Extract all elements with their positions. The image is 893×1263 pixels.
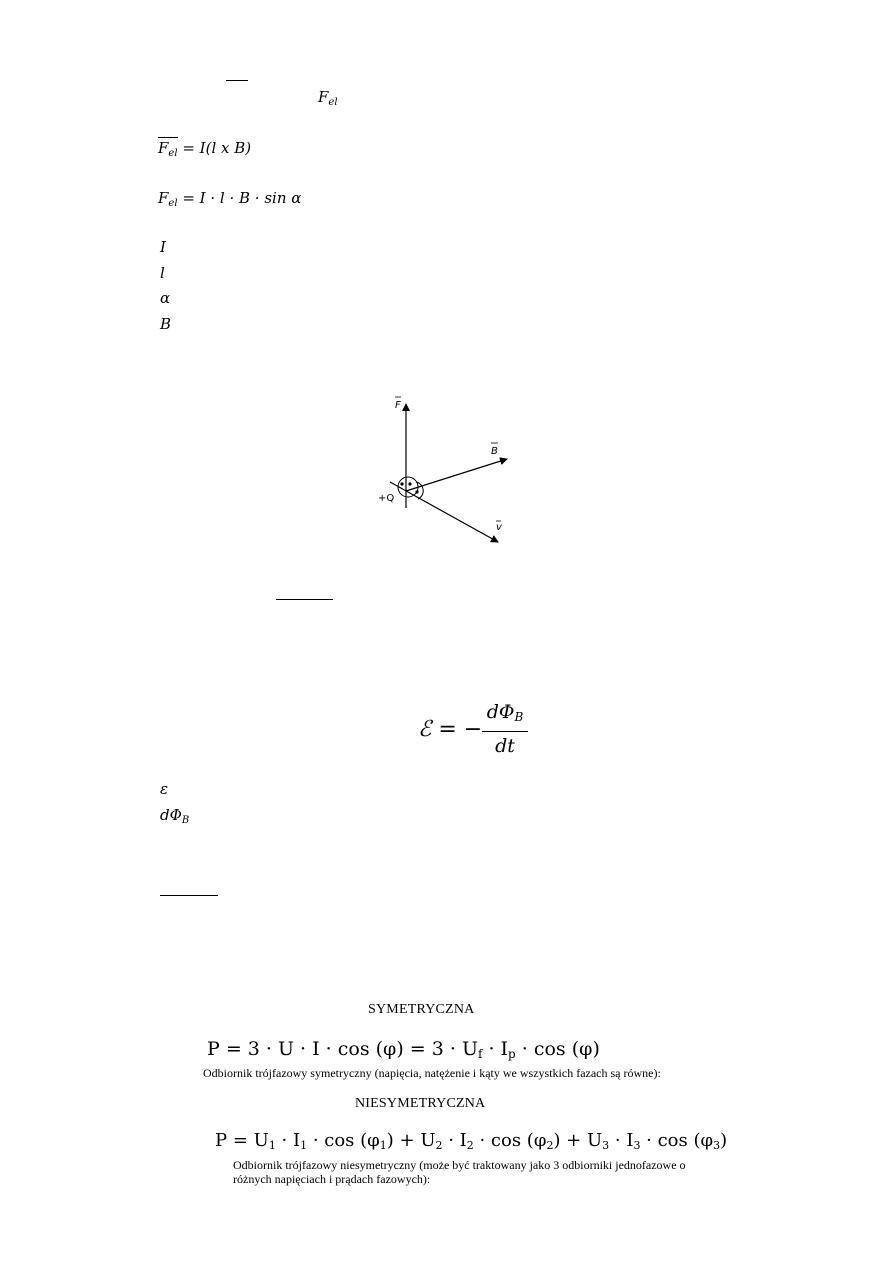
- symbol-dphi-sub: B: [181, 815, 190, 826]
- label-charge: +Q: [378, 493, 395, 504]
- asym-part: · cos (φ: [640, 1130, 714, 1151]
- vector-force-formula: [158, 139, 251, 159]
- lorentz-force-diagram: [370, 390, 520, 550]
- charge-dot: [400, 482, 403, 485]
- force-label-main: F: [318, 88, 329, 106]
- asym-sub: 3: [713, 1139, 721, 1152]
- asym-sub: 3: [633, 1139, 641, 1152]
- symmetric-formula-sub: p: [508, 1047, 516, 1061]
- field-vector: [406, 459, 507, 491]
- asymmetric-title: NIESYMETRYCZNA: [355, 1096, 486, 1111]
- emf-numerator-main: dΦ: [486, 701, 515, 723]
- asymmetric-formula: [215, 1130, 727, 1152]
- underline-stub-top: [226, 80, 248, 81]
- asym-sub: 2: [435, 1139, 443, 1152]
- charge-circle: [398, 477, 418, 497]
- asym-sub: 2: [546, 1139, 554, 1152]
- asym-part: P = U: [215, 1130, 269, 1151]
- emf-denominator: dt: [495, 735, 515, 757]
- scalar-lhs-sub: el: [168, 198, 178, 209]
- asym-sub: 1: [268, 1139, 276, 1152]
- asym-part: · I: [609, 1130, 634, 1151]
- label-F: F: [395, 400, 401, 411]
- underline-stub-low: [160, 895, 218, 896]
- symmetric-caption: Odbiornik trójfazowy symetryczny (napięcia, natężenie i kąty we wszystkich fazach są równe):: [203, 1066, 661, 1080]
- symmetric-title: SYMETRYCZNA: [368, 1002, 475, 1017]
- vector-lhs-main: F: [158, 139, 169, 157]
- scalar-lhs: F: [158, 189, 169, 207]
- symbol-dphi: [160, 806, 189, 826]
- emf-formula: [418, 700, 558, 760]
- symmetric-formula-part: · cos (φ): [515, 1038, 600, 1060]
- asym-sub: 3: [602, 1139, 610, 1152]
- asym-sub: 1: [300, 1139, 308, 1152]
- symmetric-formula-sub: f: [477, 1047, 483, 1061]
- fraction-bar: [482, 731, 528, 732]
- asym-sub: 2: [466, 1139, 474, 1152]
- vector-lhs: [158, 139, 178, 159]
- asym-part: ) + U: [386, 1130, 436, 1151]
- label-B: B: [491, 446, 498, 457]
- asym-part: · cos (φ: [473, 1130, 547, 1151]
- symbol-l: l: [160, 264, 165, 282]
- asym-part: · I: [275, 1130, 301, 1151]
- asym-part: · cos (φ: [307, 1130, 380, 1151]
- emf-numerator-sub: B: [514, 710, 524, 724]
- charge-dot: [408, 482, 411, 485]
- force-label-sub: el: [328, 97, 338, 108]
- symmetric-formula-part: · I: [482, 1038, 509, 1060]
- asym-part: · I: [442, 1130, 467, 1151]
- vector-lhs-sub: el: [168, 148, 178, 159]
- emf-lhs: ℰ = −: [418, 717, 483, 742]
- charge-dot: [415, 490, 418, 493]
- vector-rhs: = I(l x B): [182, 139, 252, 157]
- symbol-epsilon: ε: [160, 780, 169, 798]
- asym-part: ): [720, 1130, 728, 1151]
- velocity-vector: [390, 482, 498, 542]
- underline-stub-mid: [276, 599, 333, 600]
- emf-numerator: [482, 700, 528, 729]
- symbol-dphi-main: dΦ: [160, 806, 182, 824]
- asymmetric-caption: Odbiornik trójfazowy niesymetryczny (może być traktowany jako 3 odbiorniki jednofazowe o różnych napięciach i prądach fazowych):: [233, 1158, 686, 1186]
- symmetric-formula: [207, 1038, 600, 1061]
- symmetric-formula-part: P = 3 · U · I · cos (φ) = 3 · U: [207, 1038, 478, 1060]
- force-label: [318, 88, 338, 108]
- symbol-B: B: [160, 315, 172, 333]
- asym-part: ) + U: [553, 1130, 603, 1151]
- label-v: v: [496, 522, 502, 533]
- emf-fraction: [482, 700, 528, 758]
- scalar-rhs: = I · l · B · sin α: [182, 189, 302, 207]
- symbol-alpha: α: [160, 289, 171, 307]
- asym-sub: 1: [379, 1139, 387, 1152]
- symbol-I: I: [160, 238, 166, 256]
- scalar-force-formula: [158, 189, 301, 209]
